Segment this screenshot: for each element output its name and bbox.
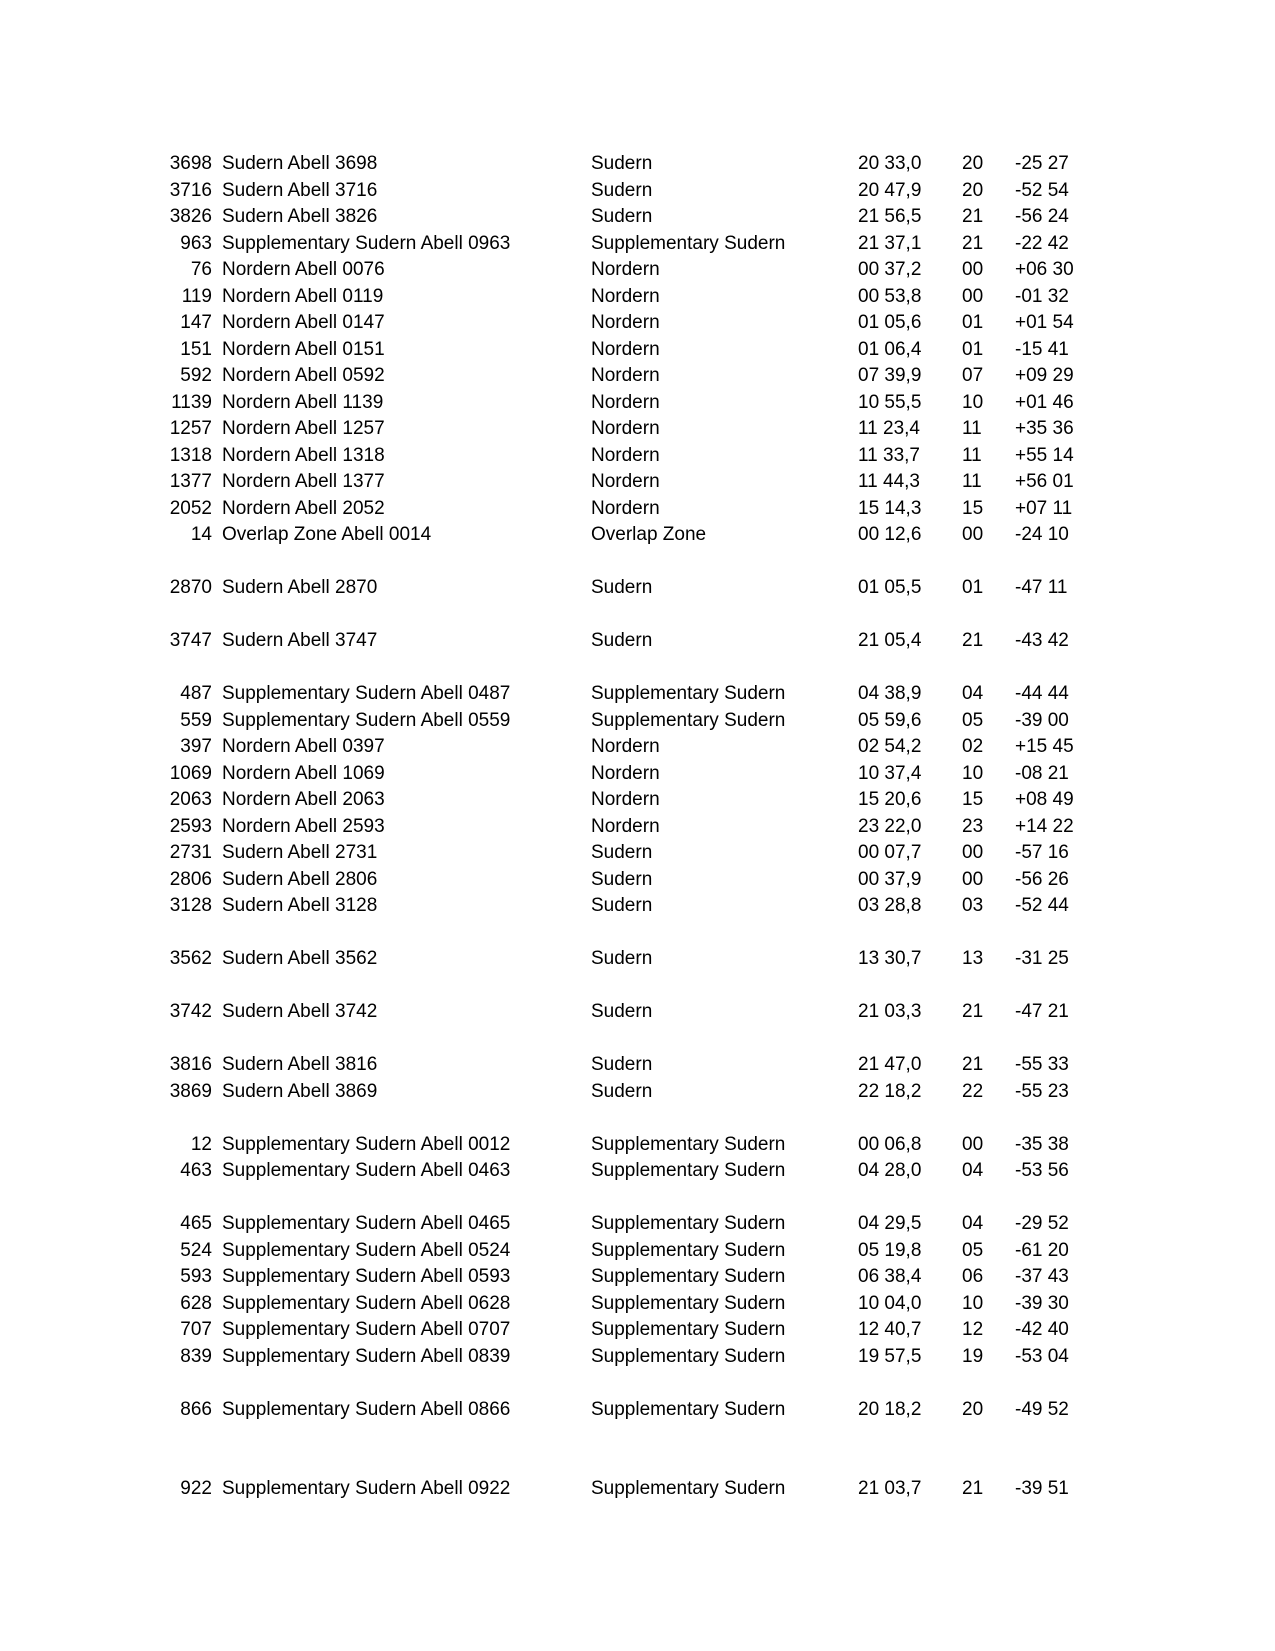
declination-cell: -15 41 <box>1015 338 1069 360</box>
ra-cell: 00 07,7 <box>858 842 922 863</box>
object-name-cell: Supplementary Sudern Abell 0866 <box>222 1398 511 1420</box>
ra-cell: 01 06,4 <box>858 338 922 360</box>
object-name-cell: Sudern Abell 3816 <box>222 1054 378 1075</box>
ra-hour-cell: 02 <box>962 736 984 757</box>
zone-cell: Nordern <box>591 259 660 280</box>
object-name-cell: Nordern Abell 0397 <box>222 736 385 757</box>
catalog-number-cell: 2731 <box>169 842 212 863</box>
catalog-number-cell: 119 <box>181 285 212 307</box>
catalog-number-cell: 559 <box>180 709 212 731</box>
declination-cell: -52 44 <box>1015 895 1069 916</box>
catalog-number-cell: 628 <box>180 1292 212 1314</box>
object-name-cell: Supplementary Sudern Abell 0487 <box>222 683 511 704</box>
ra-hour-cell: 03 <box>962 895 984 916</box>
zone-cell: Nordern <box>591 789 660 810</box>
ra-hour-cell: 11 <box>962 471 982 492</box>
catalog-number-cell: 524 <box>180 1239 212 1261</box>
zone-cell: Nordern <box>591 338 660 360</box>
declination-cell: -44 44 <box>1015 683 1069 704</box>
table-row <box>0 867 1275 894</box>
ra-hour-cell: 01 <box>962 338 984 360</box>
declination-cell: -31 25 <box>1015 948 1069 969</box>
declination-cell: -56 24 <box>1015 206 1069 227</box>
declination-cell: -08 21 <box>1015 762 1069 784</box>
table-row <box>0 151 1275 178</box>
ra-hour-cell: 00 <box>962 868 984 890</box>
table-row <box>0 310 1275 337</box>
ra-hour-cell: 21 <box>962 206 984 227</box>
ra-hour-cell: 20 <box>962 179 984 201</box>
zone-cell: Supplementary Sudern <box>591 1213 786 1234</box>
declination-cell: -47 11 <box>1015 577 1068 598</box>
zone-cell: Supplementary Sudern <box>591 1319 786 1340</box>
catalog-number-cell: 866 <box>180 1398 212 1420</box>
object-name-cell: Supplementary Sudern Abell 0559 <box>222 709 511 731</box>
table-row <box>0 496 1275 523</box>
zone-cell: Sudern <box>591 630 653 651</box>
ra-cell: 00 37,2 <box>858 259 922 280</box>
ra-hour-cell: 05 <box>962 709 984 731</box>
table-row <box>0 999 1275 1026</box>
table-row <box>0 1079 1275 1106</box>
object-name-cell: Supplementary Sudern Abell 0922 <box>222 1478 511 1499</box>
table-row <box>0 1317 1275 1344</box>
zone-cell: Supplementary Sudern <box>591 709 786 731</box>
object-name-cell: Nordern Abell 1069 <box>222 762 385 784</box>
ra-cell: 10 04,0 <box>858 1292 922 1314</box>
catalog-number-cell: 1257 <box>169 418 212 439</box>
object-name-cell: Nordern Abell 0076 <box>222 259 385 280</box>
ra-cell: 04 29,5 <box>858 1213 922 1234</box>
ra-cell: 21 37,1 <box>858 232 922 254</box>
declination-cell: -37 43 <box>1015 1266 1069 1287</box>
ra-hour-cell: 20 <box>962 153 984 174</box>
declination-cell: +35 36 <box>1015 418 1074 439</box>
object-name-cell: Supplementary Sudern Abell 0012 <box>222 1133 511 1155</box>
ra-hour-cell: 15 <box>962 497 984 519</box>
table-row <box>0 1052 1275 1079</box>
object-name-cell: Nordern Abell 2052 <box>222 497 385 519</box>
zone-cell: Supplementary Sudern <box>591 1478 786 1499</box>
object-name-cell: Sudern Abell 2731 <box>222 842 378 863</box>
catalog-number-cell: 397 <box>180 736 212 757</box>
table-row <box>0 443 1275 470</box>
ra-cell: 10 37,4 <box>858 762 922 784</box>
object-name-cell: Supplementary Sudern Abell 0707 <box>222 1319 511 1340</box>
declination-cell: -42 40 <box>1015 1319 1069 1340</box>
catalog-number-cell: 1377 <box>169 471 212 492</box>
ra-hour-cell: 20 <box>962 1398 984 1420</box>
declination-cell: +01 54 <box>1015 312 1074 333</box>
table-row <box>0 390 1275 417</box>
declination-cell: -55 23 <box>1015 1080 1069 1102</box>
table-row <box>0 761 1275 788</box>
declination-cell: -61 20 <box>1015 1239 1069 1261</box>
ra-hour-cell: 10 <box>962 762 984 784</box>
table-row <box>0 469 1275 496</box>
ra-hour-cell: 00 <box>962 524 984 545</box>
ra-cell: 22 18,2 <box>858 1080 922 1102</box>
zone-cell: Sudern <box>591 1080 653 1102</box>
declination-cell: +01 46 <box>1015 391 1074 413</box>
ra-hour-cell: 12 <box>962 1319 984 1340</box>
table-row <box>0 1344 1275 1371</box>
ra-hour-cell: 00 <box>962 259 984 280</box>
ra-cell: 06 38,4 <box>858 1266 922 1287</box>
zone-cell: Nordern <box>591 312 660 333</box>
catalog-number-cell: 2052 <box>169 497 212 519</box>
catalog-number-cell: 147 <box>180 312 212 333</box>
declination-cell: -39 51 <box>1015 1478 1069 1499</box>
ra-cell: 02 54,2 <box>858 736 922 757</box>
catalog-number-cell: 3716 <box>169 179 212 201</box>
zone-cell: Supplementary Sudern <box>591 683 786 704</box>
object-name-cell: Sudern Abell 3869 <box>222 1080 378 1102</box>
declination-cell: -39 30 <box>1015 1292 1069 1314</box>
declination-cell: +08 49 <box>1015 789 1074 810</box>
declination-cell: -43 42 <box>1015 630 1069 651</box>
catalog-number-cell: 3869 <box>169 1080 212 1102</box>
declination-cell: +09 29 <box>1015 365 1074 386</box>
ra-cell: 00 06,8 <box>858 1133 922 1155</box>
table-row <box>0 1132 1275 1159</box>
ra-cell: 15 14,3 <box>858 497 922 519</box>
ra-cell: 23 22,0 <box>858 815 922 837</box>
zone-cell: Supplementary Sudern <box>591 232 786 254</box>
zone-cell: Nordern <box>591 736 660 757</box>
table-row <box>0 628 1275 655</box>
ra-cell: 03 28,8 <box>858 895 922 916</box>
declination-cell: -53 56 <box>1015 1160 1069 1181</box>
ra-cell: 20 18,2 <box>858 1398 922 1420</box>
ra-hour-cell: 01 <box>962 577 984 598</box>
ra-hour-cell: 10 <box>962 1292 984 1314</box>
declination-cell: -57 16 <box>1015 842 1069 863</box>
zone-cell: Nordern <box>591 285 660 307</box>
catalog-number-cell: 922 <box>180 1478 212 1499</box>
table-row <box>0 681 1275 708</box>
catalog-number-cell: 3742 <box>169 1001 212 1022</box>
ra-cell: 04 28,0 <box>858 1160 922 1181</box>
ra-hour-cell: 00 <box>962 285 984 307</box>
ra-cell: 01 05,5 <box>858 577 922 598</box>
ra-hour-cell: 06 <box>962 1266 984 1287</box>
zone-cell: Nordern <box>591 497 660 519</box>
declination-cell: -49 52 <box>1015 1398 1069 1420</box>
catalog-number-cell: 1318 <box>169 444 212 466</box>
ra-hour-cell: 11 <box>962 444 982 466</box>
declination-cell: +55 14 <box>1015 444 1074 466</box>
catalog-number-cell: 14 <box>190 524 212 545</box>
ra-hour-cell: 04 <box>962 1213 984 1234</box>
catalog-number-cell: 1069 <box>169 762 212 784</box>
declination-cell: -35 38 <box>1015 1133 1069 1155</box>
ra-cell: 21 03,7 <box>858 1478 922 1499</box>
zone-cell: Nordern <box>591 471 660 492</box>
table-row <box>0 284 1275 311</box>
object-name-cell: Supplementary Sudern Abell 0839 <box>222 1345 511 1367</box>
object-name-cell: Nordern Abell 0147 <box>222 312 385 333</box>
ra-hour-cell: 10 <box>962 391 984 413</box>
ra-cell: 12 40,7 <box>858 1319 922 1340</box>
ra-hour-cell: 04 <box>962 683 984 704</box>
ra-cell: 07 39,9 <box>858 365 922 386</box>
object-name-cell: Supplementary Sudern Abell 0593 <box>222 1266 511 1287</box>
zone-cell: Sudern <box>591 179 653 201</box>
table-row <box>0 734 1275 761</box>
ra-hour-cell: 11 <box>962 418 982 439</box>
zone-cell: Supplementary Sudern <box>591 1133 786 1155</box>
zone-cell: Sudern <box>591 948 653 969</box>
ra-hour-cell: 21 <box>962 1001 984 1022</box>
zone-cell: Sudern <box>591 1054 653 1075</box>
ra-cell: 04 38,9 <box>858 683 922 704</box>
ra-hour-cell: 19 <box>962 1345 984 1367</box>
table-row <box>0 1158 1275 1185</box>
declination-cell: -56 26 <box>1015 868 1069 890</box>
declination-cell: -22 42 <box>1015 232 1069 254</box>
ra-hour-cell: 22 <box>962 1080 984 1102</box>
object-name-cell: Nordern Abell 1377 <box>222 471 385 492</box>
declination-cell: +14 22 <box>1015 815 1074 837</box>
ra-cell: 21 05,4 <box>858 630 922 651</box>
table-row <box>0 946 1275 973</box>
object-name-cell: Sudern Abell 3826 <box>222 206 378 227</box>
object-name-cell: Sudern Abell 3128 <box>222 895 378 916</box>
object-name-cell: Supplementary Sudern Abell 0963 <box>222 232 511 254</box>
object-name-cell: Nordern Abell 0592 <box>222 365 385 386</box>
table-row <box>0 575 1275 602</box>
zone-cell: Nordern <box>591 815 660 837</box>
ra-cell: 21 47,0 <box>858 1054 922 1075</box>
declination-cell: -47 21 <box>1015 1001 1069 1022</box>
catalog-number-cell: 2593 <box>169 815 212 837</box>
ra-hour-cell: 05 <box>962 1239 984 1261</box>
object-name-cell: Supplementary Sudern Abell 0524 <box>222 1239 511 1261</box>
table-row <box>0 840 1275 867</box>
declination-cell: -55 33 <box>1015 1054 1069 1075</box>
zone-cell: Supplementary Sudern <box>591 1345 786 1367</box>
zone-cell: Overlap Zone <box>591 524 707 545</box>
object-name-cell: Sudern Abell 3716 <box>222 179 378 201</box>
zone-cell: Sudern <box>591 206 653 227</box>
zone-cell: Supplementary Sudern <box>591 1292 786 1314</box>
ra-cell: 00 37,9 <box>858 868 922 890</box>
zone-cell: Nordern <box>591 391 660 413</box>
zone-cell: Sudern <box>591 868 653 890</box>
object-name-cell: Sudern Abell 2870 <box>222 577 378 598</box>
catalog-number-cell: 12 <box>190 1133 212 1155</box>
ra-cell: 11 33,7 <box>858 444 920 466</box>
declination-cell: -39 00 <box>1015 709 1069 731</box>
declination-cell: +06 30 <box>1015 259 1074 280</box>
table-row <box>0 1211 1275 1238</box>
table-row <box>0 708 1275 735</box>
zone-cell: Supplementary Sudern <box>591 1239 786 1261</box>
ra-cell: 10 55,5 <box>858 391 922 413</box>
catalog-number-cell: 3816 <box>169 1054 212 1075</box>
object-name-cell: Overlap Zone Abell 0014 <box>222 524 432 545</box>
declination-cell: -53 04 <box>1015 1345 1069 1367</box>
table-row <box>0 231 1275 258</box>
ra-cell: 11 23,4 <box>858 418 920 439</box>
ra-hour-cell: 21 <box>962 1054 984 1075</box>
zone-cell: Nordern <box>591 418 660 439</box>
zone-cell: Nordern <box>591 444 660 466</box>
declination-cell: +15 45 <box>1015 736 1074 757</box>
table-row <box>0 1264 1275 1291</box>
catalog-number-cell: 963 <box>180 232 212 254</box>
table-row <box>0 178 1275 205</box>
catalog-number-cell: 3698 <box>169 153 212 174</box>
zone-cell: Supplementary Sudern <box>591 1160 786 1181</box>
table-row <box>0 522 1275 549</box>
ra-cell: 01 05,6 <box>858 312 922 333</box>
ra-hour-cell: 21 <box>962 1478 984 1499</box>
catalog-number-cell: 1139 <box>171 391 212 413</box>
table-row <box>0 787 1275 814</box>
object-name-cell: Nordern Abell 1318 <box>222 444 385 466</box>
table-row <box>0 363 1275 390</box>
table-row <box>0 1476 1275 1503</box>
declination-cell: -01 32 <box>1015 285 1069 307</box>
ra-hour-cell: 04 <box>962 1160 984 1181</box>
catalog-number-cell: 3747 <box>169 630 212 651</box>
object-name-cell: Nordern Abell 2063 <box>222 789 385 810</box>
object-name-cell: Supplementary Sudern Abell 0463 <box>222 1160 511 1181</box>
catalog-number-cell: 592 <box>180 365 212 386</box>
table-row <box>0 1238 1275 1265</box>
zone-cell: Supplementary Sudern <box>591 1398 786 1420</box>
catalog-number-cell: 2806 <box>169 868 212 890</box>
ra-cell: 21 56,5 <box>858 206 922 227</box>
table-row <box>0 257 1275 284</box>
catalog-number-cell: 487 <box>180 683 212 704</box>
object-name-cell: Sudern Abell 3747 <box>222 630 378 651</box>
object-name-cell: Supplementary Sudern Abell 0628 <box>222 1292 511 1314</box>
ra-cell: 21 03,3 <box>858 1001 922 1022</box>
ra-hour-cell: 21 <box>962 232 984 254</box>
zone-cell: Nordern <box>591 365 660 386</box>
ra-cell: 05 19,8 <box>858 1239 922 1261</box>
table-row <box>0 337 1275 364</box>
catalog-number-cell: 3562 <box>169 948 212 969</box>
zone-cell: Sudern <box>591 577 653 598</box>
table-row <box>0 416 1275 443</box>
ra-hour-cell: 01 <box>962 312 984 333</box>
declination-cell: -52 54 <box>1015 179 1069 201</box>
catalog-number-cell: 3128 <box>169 895 212 916</box>
object-name-cell: Nordern Abell 1139 <box>222 391 384 413</box>
zone-cell: Nordern <box>591 762 660 784</box>
table-row <box>0 1291 1275 1318</box>
declination-cell: -24 10 <box>1015 524 1069 545</box>
declination-cell: -25 27 <box>1015 153 1069 174</box>
ra-hour-cell: 23 <box>962 815 984 837</box>
ra-cell: 00 12,6 <box>858 524 922 545</box>
catalog-number-cell: 2870 <box>169 577 212 598</box>
object-name-cell: Sudern Abell 3742 <box>222 1001 378 1022</box>
ra-cell: 20 33,0 <box>858 153 922 174</box>
ra-hour-cell: 21 <box>962 630 984 651</box>
catalog-number-cell: 151 <box>180 338 212 360</box>
zone-cell: Sudern <box>591 153 653 174</box>
ra-cell: 13 30,7 <box>858 948 922 969</box>
object-name-cell: Sudern Abell 3698 <box>222 153 378 174</box>
ra-hour-cell: 15 <box>962 789 984 810</box>
object-name-cell: Nordern Abell 0151 <box>222 338 385 360</box>
object-name-cell: Supplementary Sudern Abell 0465 <box>222 1213 511 1234</box>
declination-cell: +07 11 <box>1015 497 1073 519</box>
ra-cell: 19 57,5 <box>858 1345 922 1367</box>
object-name-cell: Sudern Abell 2806 <box>222 868 378 890</box>
zone-cell: Sudern <box>591 842 653 863</box>
ra-cell: 11 44,3 <box>858 471 920 492</box>
zone-cell: Supplementary Sudern <box>591 1266 786 1287</box>
table-row <box>0 893 1275 920</box>
ra-cell: 15 20,6 <box>858 789 922 810</box>
ra-cell: 20 47,9 <box>858 179 922 201</box>
ra-hour-cell: 00 <box>962 1133 984 1155</box>
ra-hour-cell: 00 <box>962 842 984 863</box>
table-row <box>0 1397 1275 1424</box>
table-row <box>0 814 1275 841</box>
catalog-number-cell: 465 <box>180 1213 212 1234</box>
zone-cell: Sudern <box>591 1001 653 1022</box>
catalog-number-cell: 463 <box>180 1160 212 1181</box>
ra-cell: 00 53,8 <box>858 285 922 307</box>
declination-cell: +56 01 <box>1015 471 1074 492</box>
table-row <box>0 204 1275 231</box>
ra-hour-cell: 13 <box>962 948 984 969</box>
catalog-number-cell: 707 <box>180 1319 212 1340</box>
zone-cell: Sudern <box>591 895 653 916</box>
declination-cell: -29 52 <box>1015 1213 1069 1234</box>
object-name-cell: Nordern Abell 0119 <box>222 285 384 307</box>
catalog-number-cell: 839 <box>180 1345 212 1367</box>
catalog-number-cell: 593 <box>180 1266 212 1287</box>
object-name-cell: Nordern Abell 1257 <box>222 418 385 439</box>
catalog-number-cell: 3826 <box>169 206 212 227</box>
object-name-cell: Nordern Abell 2593 <box>222 815 385 837</box>
catalog-number-cell: 76 <box>190 259 212 280</box>
object-name-cell: Sudern Abell 3562 <box>222 948 378 969</box>
ra-cell: 05 59,6 <box>858 709 922 731</box>
ra-hour-cell: 07 <box>962 365 984 386</box>
catalog-number-cell: 2063 <box>169 789 212 810</box>
